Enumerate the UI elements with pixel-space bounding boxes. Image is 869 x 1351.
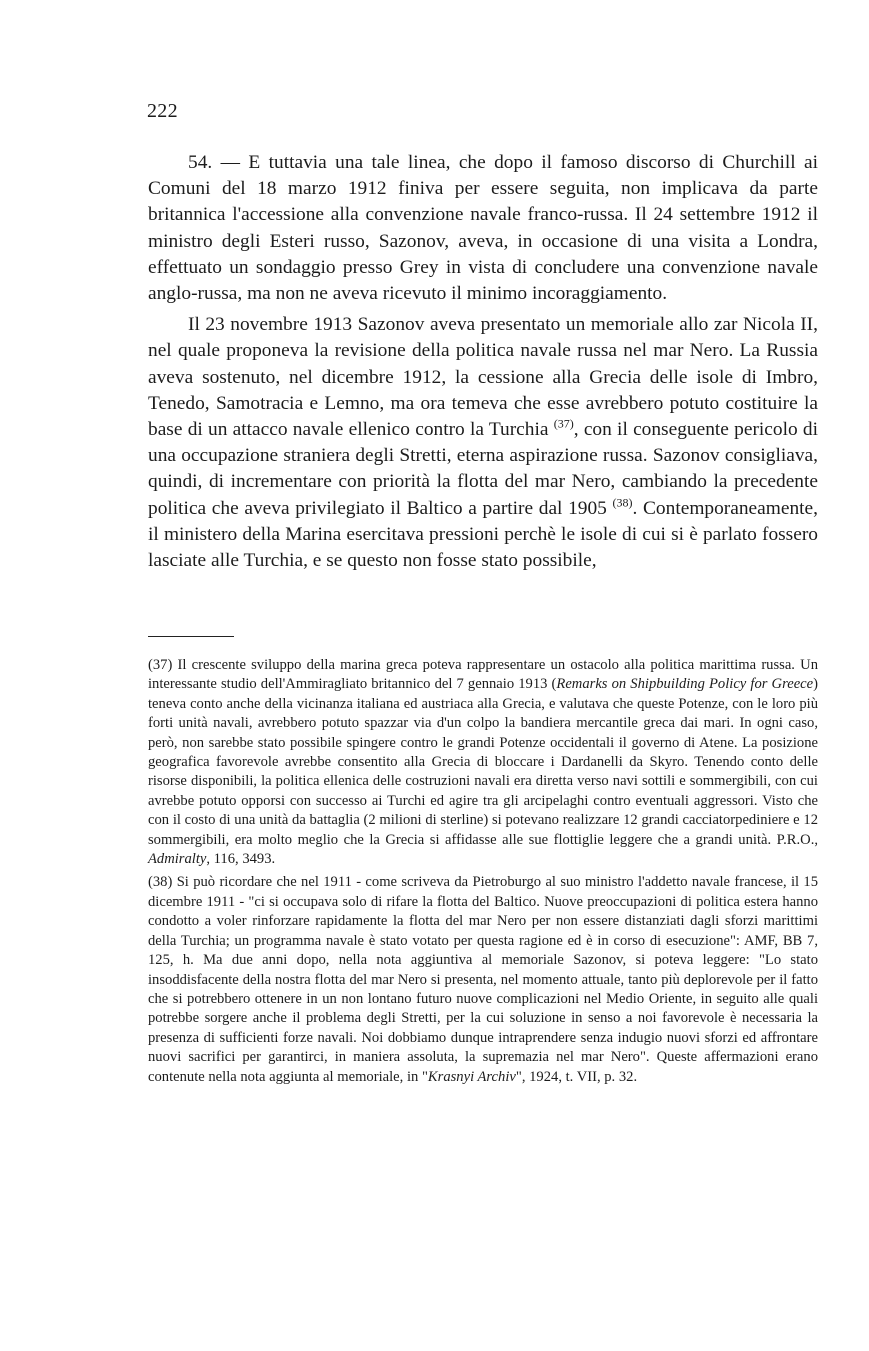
footnote-37-text-a: Il crescente sviluppo della marina greca poteva rappresentare un ostacolo alla politica marittima russa. Un interessante studio dell'Ammiragliato britannico del 7 gennaio 1913 ( bbox=[148, 657, 818, 693]
footnote-38-italic-source: Krasnyi Archiv bbox=[427, 1068, 516, 1085]
paragraph-text-a: Il 23 novembre 1913 Sazonov aveva presentato un memoriale allo zar Nicola II, nel quale proponeva la revisione della politica navale russa nel mar Nero. La Russia aveva sostenuto, nel dicembre 1912, la cessione alla Grecia delle isole di Imbro, Tenedo, Samotracia e Lemno, ma ora temeva che esse avrebbero potuto costituire la base di un attacco navale ellenico contro la Turchia bbox=[148, 314, 818, 441]
paragraph-54 bbox=[148, 150, 818, 307]
footnote-37-label: (37) bbox=[148, 657, 173, 673]
section-label: 54. — bbox=[188, 152, 241, 173]
footnote-38 bbox=[148, 873, 818, 1086]
page-number: 222 bbox=[147, 100, 178, 122]
footnote-ref-37: (37) bbox=[553, 416, 574, 431]
footnote-ref-38: (38) bbox=[612, 495, 633, 510]
paragraph-54-text: E tuttavia una tale linea, che dopo il famoso discorso di Churchill ai Comuni del 18 marzo 1912 finiva per essere seguita, non implicava da parte britannica l'accessione alla convenzione navale franco-russa. Il 24 settembre 1912 il ministro degli Esteri russo, Sazonov, aveva, in occasione di una visita a Londra, effettuato un sondaggio presso Grey in vista di concludere una convenzione navale anglo-russa, ma non ne aveva ricevuto il minimo incoraggiamento. bbox=[148, 152, 818, 305]
footnote-38-text-b: ", 1924, t. VII, p. 32. bbox=[515, 1068, 638, 1085]
footnote-38-text-a: Si può ricordare che nel 1911 - come scriveva da Pietroburgo al suo ministro l'addetto navale francese, il 15 dicembre 1911 - "ci si occupava solo di rifare la flotta del Baltico. Nuove preoccupazioni di politica estera hanno condotto a voler rinforzare rapidamente la flotta del mar Nero per non essere distanziati dagli sforzi marittimi della Turchia; un programma navale è stato votato per questa ragione ed è in corso di esecuzione": AMF, BB 7, 125, h. Ma due anni dopo, nella nota aggiuntiva al memoriale Sazonov, si poteva leggere: "Lo stato insoddisfacente della nostra flotta del mar Nero si presenta, nel momento attuale, tanto più deplorevole per il fatto che si potrebbero ottenere in un non lontano futuro nuove complicazioni nel Medio Oriente, in seguito alle quali potrebbe sorgere anche il problema degli Stretti, per la cui soluzione in senso a noi favorevole è necessaria la presenza di sufficienti forze navali. Noi dobbiamo dunque intraprendere senza indugio nuovi sforzi ed affrontare nuovi sacrifici per garantirci, in maniera assoluta, la supremazia nel mar Nero". Queste affermazioni erano contenute nella nota aggiunta al memoriale, in " bbox=[148, 874, 819, 1085]
footnote-37 bbox=[148, 656, 818, 869]
footnote-38-label: (38) bbox=[148, 874, 173, 891]
footnote-37-italic-title: Remarks on Shipbuilding Policy for Greece bbox=[556, 676, 814, 693]
footnote-separator bbox=[148, 636, 234, 637]
paragraph-text-c: . Contemporaneamente, il ministero della Marina esercitava pressioni perchè le isole di cui si è parlato fossero lasciate alle Turchia, e se questo non fosse stato possibile, bbox=[148, 497, 818, 572]
footnote-37-text-c: , 116, 3493. bbox=[206, 851, 276, 868]
footnote-37-italic-source: Admiralty bbox=[148, 851, 207, 868]
footnotes bbox=[148, 656, 818, 1091]
body-text bbox=[148, 150, 818, 579]
paragraph-sazonov-memorial bbox=[148, 312, 818, 574]
footnote-37-text-b: ) teneva conto anche della vicinanza italiana ed austriaca alla Grecia, e valutava che queste Potenze, con le loro più forti unità navali, avrebbero potuto spazzar via d'un colpo la bandiera mercantile greca dai mari. In ogni caso, però, non sarebbe stato possibile spingere contro le grandi Potenze occidentali il governo di Atene. La posizione geografica favorevole avrebbe consentito alla Grecia di bloccare i Dardanelli da Skyro. Tenendo conto delle risorse disponibili, la politica ellenica delle costruzioni navali era diretta verso navi sottili e sommergibili, con cui avrebbe potuto opporsi con successo ai Turchi ed agire tra gli arcipelaghi contro eventuali aggressori. Visto che con il costo di una unità da battaglia (2 milioni di sterline) si potevano realizzare 12 grandi cacciatorpediniere e 12 sommergibili, era molto meglio che la Grecia si affidasse alle sue flottiglie leggere che a grandi unità. P.R.O., bbox=[148, 676, 818, 848]
paragraph-text-b: , con il conseguente pericolo di una occupazione straniera degli Stretti, eterna aspirazione russa. Sazonov consigliava, quindi, di incrementare con priorità la flotta del mar Nero, cambiando la precedente politica che aveva privilegiato il Baltico a partire dal 1905 bbox=[148, 419, 818, 519]
